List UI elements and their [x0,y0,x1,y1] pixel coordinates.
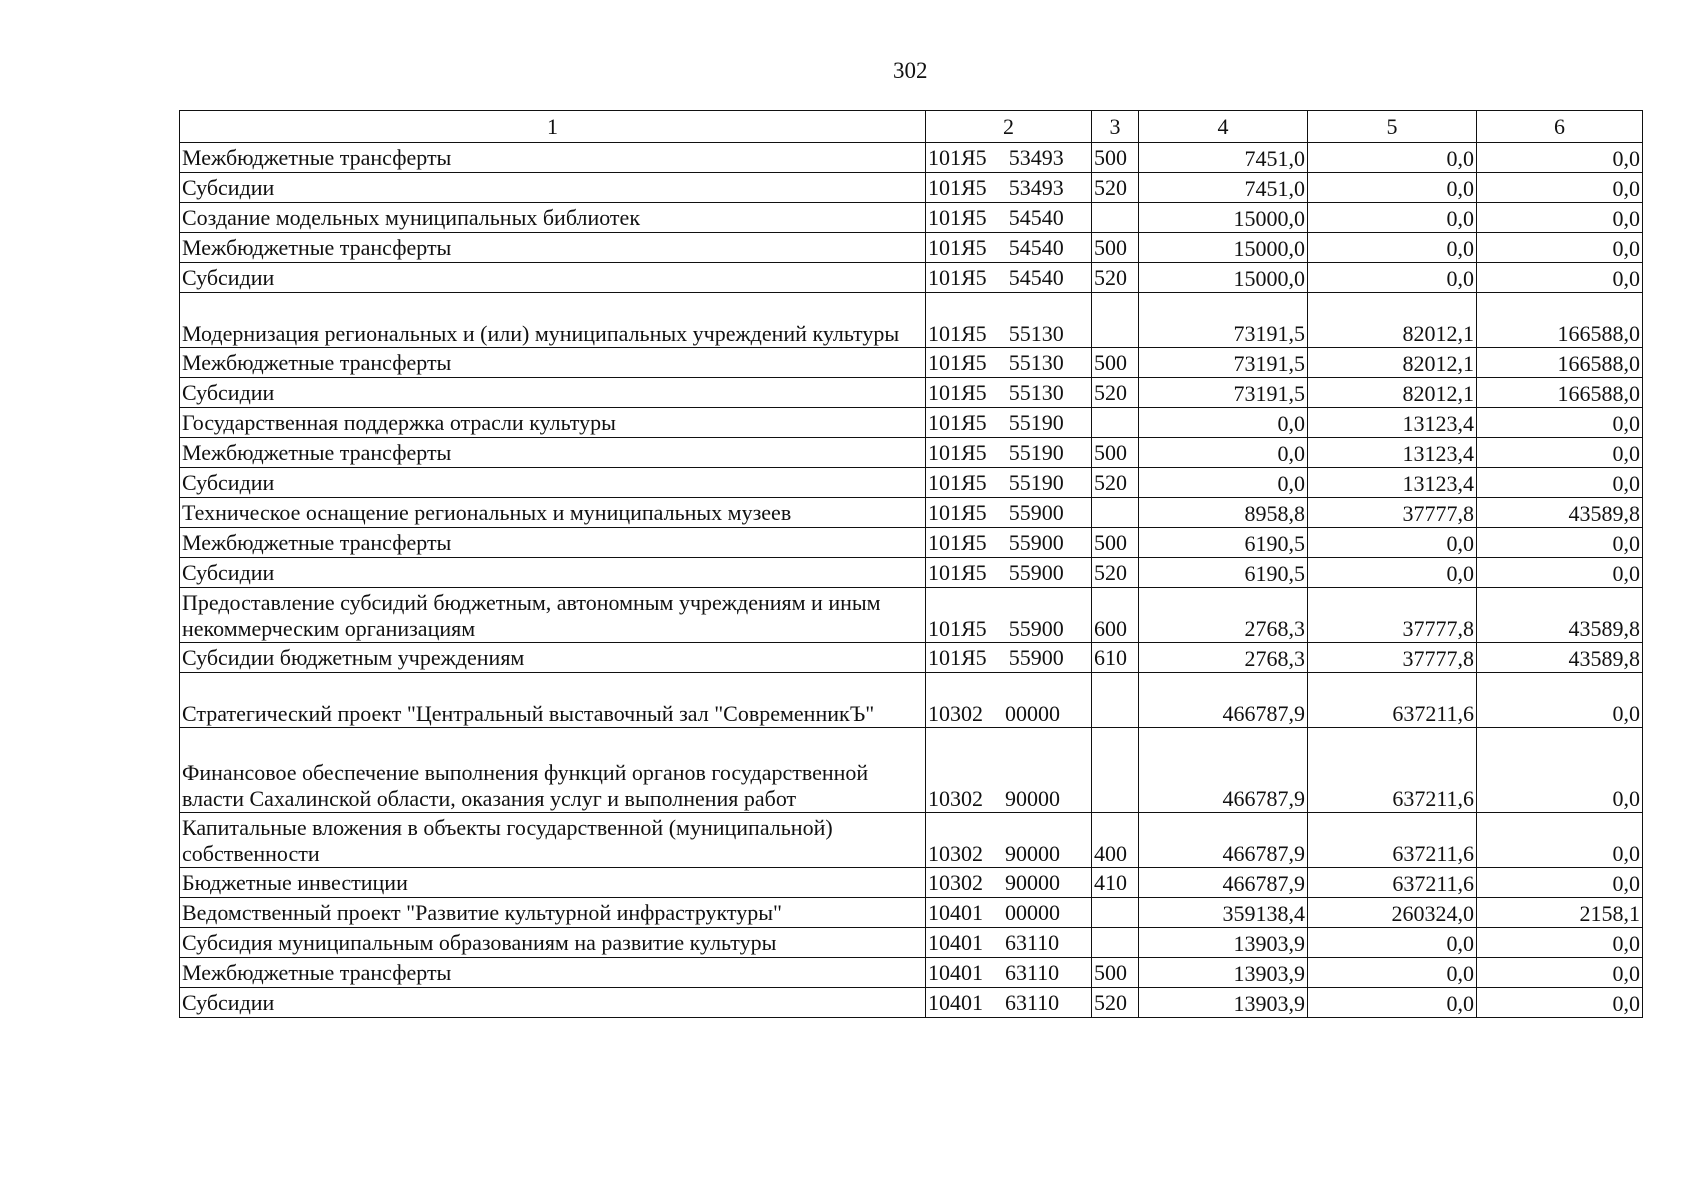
row-value-col6: 0,0 [1477,408,1643,438]
row-target-code [926,498,1092,528]
table-row [180,528,1643,558]
row-value-col6: 166588,0 [1477,378,1643,408]
direction-code: 90000 [1005,869,1060,895]
row-value-col4: 73191,5 [1139,378,1308,408]
program-code: 10302 [928,869,983,895]
row-value-col6: 166588,0 [1477,293,1643,348]
row-description: Субсидии [180,558,926,588]
program-code: 101Я5 [928,559,987,585]
row-value-col4: 2768,3 [1139,588,1308,643]
row-expense-type [1092,673,1139,728]
table-row [180,438,1643,468]
program-code: 10302 [928,701,983,726]
row-value-col6: 0,0 [1477,438,1643,468]
row-value-col5: 0,0 [1308,558,1477,588]
row-value-col5: 37777,8 [1308,498,1477,528]
row-value-col6: 0,0 [1477,203,1643,233]
table-row [180,958,1643,988]
row-expense-type [1092,408,1139,438]
row-value-col6: 0,0 [1477,233,1643,263]
row-expense-type [1092,898,1139,928]
direction-code: 55900 [1008,499,1064,525]
table-row [180,813,1643,868]
row-description: Субсидии бюджетным учреждениям [180,643,926,673]
row-target-code [926,143,1092,173]
program-code: 101Я5 [928,644,987,670]
program-code: 101Я5 [928,469,987,495]
table-row [180,263,1643,293]
table-row [180,468,1643,498]
row-description: Бюджетные инвестиции [180,868,926,898]
row-target-code [926,173,1092,203]
row-description: Техническое оснащение региональных и муниципальных музеев [180,498,926,528]
row-value-col5: 260324,0 [1308,898,1477,928]
row-value-col4: 73191,5 [1139,348,1308,378]
program-code: 101Я5 [928,204,987,230]
row-value-col4: 6190,5 [1139,558,1308,588]
row-value-col6: 0,0 [1477,143,1643,173]
table-row [180,558,1643,588]
row-description: Государственная поддержка отрасли культуры [180,408,926,438]
table-row [180,728,1643,813]
row-value-col4: 2768,3 [1139,643,1308,673]
row-value-col6: 166588,0 [1477,348,1643,378]
column-header-6: 6 [1477,111,1643,143]
column-header-4: 4 [1139,111,1308,143]
row-target-code [926,528,1092,558]
direction-code: 55130 [1008,379,1064,405]
table-row [180,348,1643,378]
program-code: 101Я5 [928,144,987,170]
table-row [180,203,1643,233]
row-description: Субсидии [180,263,926,293]
row-description: Субсидии [180,173,926,203]
row-target-code [926,673,1092,728]
table-row [180,988,1643,1018]
row-expense-type: 500 [1092,348,1139,378]
program-code: 101Я5 [928,234,987,260]
direction-code: 54540 [1008,204,1064,230]
row-description: Межбюджетные трансферты [180,143,926,173]
program-code: 101Я5 [928,439,987,465]
row-value-col4: 13903,9 [1139,988,1308,1018]
row-value-col5: 0,0 [1308,143,1477,173]
row-value-col5: 0,0 [1308,203,1477,233]
row-target-code [926,558,1092,588]
row-value-col4: 0,0 [1139,438,1308,468]
row-value-col5: 0,0 [1308,263,1477,293]
row-target-code [926,438,1092,468]
row-value-col6: 0,0 [1477,958,1643,988]
direction-code: 63110 [1005,959,1060,985]
row-expense-type: 400 [1092,813,1139,868]
table-row [180,643,1643,673]
row-description: Капитальные вложения в объекты государственной (муниципальной) собственности [180,813,926,868]
row-target-code [926,588,1092,643]
row-expense-type: 520 [1092,558,1139,588]
table-body [180,143,1643,1018]
program-code: 101Я5 [928,321,987,346]
row-value-col6: 0,0 [1477,928,1643,958]
row-target-code [926,408,1092,438]
row-value-col4: 7451,0 [1139,173,1308,203]
column-header-1: 1 [180,111,926,143]
direction-code: 55900 [1008,529,1064,555]
table-row [180,928,1643,958]
row-value-col4: 15000,0 [1139,233,1308,263]
direction-code: 55190 [1008,469,1064,495]
program-code: 101Я5 [928,529,987,555]
program-code: 101Я5 [928,174,987,200]
row-value-col6: 43589,8 [1477,643,1643,673]
row-value-col6: 0,0 [1477,868,1643,898]
row-value-col5: 637211,6 [1308,673,1477,728]
row-value-col5: 637211,6 [1308,813,1477,868]
direction-code: 63110 [1005,929,1060,955]
row-target-code [926,643,1092,673]
table-row [180,898,1643,928]
row-expense-type: 520 [1092,263,1139,293]
row-value-col5: 0,0 [1308,988,1477,1018]
row-expense-type: 520 [1092,468,1139,498]
row-value-col5: 37777,8 [1308,643,1477,673]
row-value-col4: 73191,5 [1139,293,1308,348]
row-target-code [926,988,1092,1018]
row-value-col6: 0,0 [1477,728,1643,813]
column-header-3: 3 [1092,111,1139,143]
row-target-code [926,958,1092,988]
budget-table [179,110,1643,1018]
table-row [180,378,1643,408]
row-expense-type: 520 [1092,173,1139,203]
row-expense-type: 500 [1092,233,1139,263]
row-value-col6: 43589,8 [1477,498,1643,528]
row-value-col6: 2158,1 [1477,898,1643,928]
row-value-col4: 466787,9 [1139,868,1308,898]
direction-code: 90000 [1005,786,1060,811]
row-description: Межбюджетные трансферты [180,438,926,468]
row-target-code [926,233,1092,263]
row-target-code [926,293,1092,348]
row-expense-type: 500 [1092,958,1139,988]
row-description: Субсидии [180,988,926,1018]
row-description: Создание модельных муниципальных библиотек [180,203,926,233]
row-value-col4: 13903,9 [1139,958,1308,988]
row-value-col6: 0,0 [1477,813,1643,868]
row-value-col5: 0,0 [1308,928,1477,958]
row-description: Предоставление субсидий бюджетным, автономным учреждениям и иным некоммерческим организациям [180,588,926,643]
row-value-col4: 13903,9 [1139,928,1308,958]
row-value-col6: 43589,8 [1477,588,1643,643]
row-value-col4: 8958,8 [1139,498,1308,528]
table-row [180,233,1643,263]
table-row [180,498,1643,528]
program-code: 10401 [928,929,983,955]
direction-code: 90000 [1005,841,1060,866]
row-value-col5: 0,0 [1308,173,1477,203]
row-target-code [926,468,1092,498]
row-description: Межбюджетные трансферты [180,348,926,378]
row-value-col6: 0,0 [1477,988,1643,1018]
row-value-col6: 0,0 [1477,528,1643,558]
row-target-code [926,378,1092,408]
row-value-col4: 466787,9 [1139,673,1308,728]
row-value-col5: 637211,6 [1308,868,1477,898]
row-value-col5: 0,0 [1308,233,1477,263]
row-expense-type: 520 [1092,378,1139,408]
row-value-col5: 13123,4 [1308,438,1477,468]
table-row [180,868,1643,898]
program-code: 101Я5 [928,349,987,375]
row-expense-type: 410 [1092,868,1139,898]
row-value-col4: 466787,9 [1139,728,1308,813]
row-target-code [926,203,1092,233]
row-target-code [926,348,1092,378]
row-description: Межбюджетные трансферты [180,958,926,988]
table-row [180,173,1643,203]
direction-code: 55900 [1008,559,1064,585]
direction-code: 55190 [1008,439,1064,465]
table-row [180,588,1643,643]
row-description: Межбюджетные трансферты [180,528,926,558]
row-value-col4: 15000,0 [1139,203,1308,233]
row-description: Субсидии [180,378,926,408]
direction-code: 54540 [1008,264,1064,290]
row-value-col5: 82012,1 [1308,293,1477,348]
row-description: Ведомственный проект "Развитие культурной инфраструктуры" [180,898,926,928]
row-expense-type [1092,928,1139,958]
row-description: Финансовое обеспечение выполнения функций органов государственной власти Сахалинской области, оказания услуг и выполнения работ [180,728,926,813]
row-target-code [926,928,1092,958]
program-code: 101Я5 [928,499,987,525]
page-number: 302 [893,58,928,83]
row-value-col6: 0,0 [1477,673,1643,728]
row-target-code [926,813,1092,868]
program-code: 10302 [928,786,983,811]
row-value-col5: 637211,6 [1308,728,1477,813]
row-value-col4: 0,0 [1139,408,1308,438]
row-value-col4: 6190,5 [1139,528,1308,558]
row-value-col5: 13123,4 [1308,468,1477,498]
row-expense-type [1092,728,1139,813]
row-value-col6: 0,0 [1477,468,1643,498]
row-target-code [926,898,1092,928]
row-value-col6: 0,0 [1477,558,1643,588]
row-target-code [926,728,1092,813]
row-expense-type: 600 [1092,588,1139,643]
row-expense-type [1092,498,1139,528]
table-row [180,143,1643,173]
program-code: 10401 [928,959,983,985]
column-header-5: 5 [1308,111,1477,143]
direction-code: 55190 [1008,409,1064,435]
row-value-col5: 82012,1 [1308,348,1477,378]
row-expense-type [1092,293,1139,348]
table-row [180,293,1643,348]
program-code: 101Я5 [928,616,987,641]
row-expense-type: 500 [1092,143,1139,173]
header-row [180,111,1643,143]
program-code: 10302 [928,841,983,866]
row-expense-type: 610 [1092,643,1139,673]
row-expense-type: 500 [1092,438,1139,468]
row-target-code [926,868,1092,898]
direction-code: 00000 [1005,701,1060,726]
program-code: 10401 [928,989,983,1015]
row-expense-type: 520 [1092,988,1139,1018]
row-value-col4: 466787,9 [1139,813,1308,868]
direction-code: 00000 [1005,899,1060,925]
direction-code: 53493 [1008,144,1064,170]
direction-code: 55130 [1008,321,1064,346]
row-description: Субсидии [180,468,926,498]
row-description: Субсидия муниципальным образованиям на развитие культуры [180,928,926,958]
row-expense-type [1092,203,1139,233]
column-header-2: 2 [926,111,1092,143]
direction-code: 55900 [1008,616,1064,641]
row-value-col4: 359138,4 [1139,898,1308,928]
row-description: Стратегический проект "Центральный выставочный зал "СовременникЪ" [180,673,926,728]
row-value-col4: 7451,0 [1139,143,1308,173]
row-value-col5: 37777,8 [1308,588,1477,643]
direction-code: 53493 [1008,174,1064,200]
row-expense-type: 500 [1092,528,1139,558]
table-row [180,673,1643,728]
row-value-col6: 0,0 [1477,263,1643,293]
row-value-col5: 0,0 [1308,958,1477,988]
row-description: Межбюджетные трансферты [180,233,926,263]
row-value-col6: 0,0 [1477,173,1643,203]
row-value-col5: 0,0 [1308,528,1477,558]
program-code: 101Я5 [928,264,987,290]
row-target-code [926,263,1092,293]
program-code: 101Я5 [928,379,987,405]
program-code: 10401 [928,899,983,925]
table-row [180,408,1643,438]
direction-code: 55900 [1008,644,1064,670]
program-code: 101Я5 [928,409,987,435]
direction-code: 54540 [1008,234,1064,260]
row-value-col5: 82012,1 [1308,378,1477,408]
row-description: Модернизация региональных и (или) муниципальных учреждений культуры [180,293,926,348]
row-value-col5: 13123,4 [1308,408,1477,438]
row-value-col4: 15000,0 [1139,263,1308,293]
row-value-col4: 0,0 [1139,468,1308,498]
direction-code: 63110 [1005,989,1060,1015]
direction-code: 55130 [1008,349,1064,375]
